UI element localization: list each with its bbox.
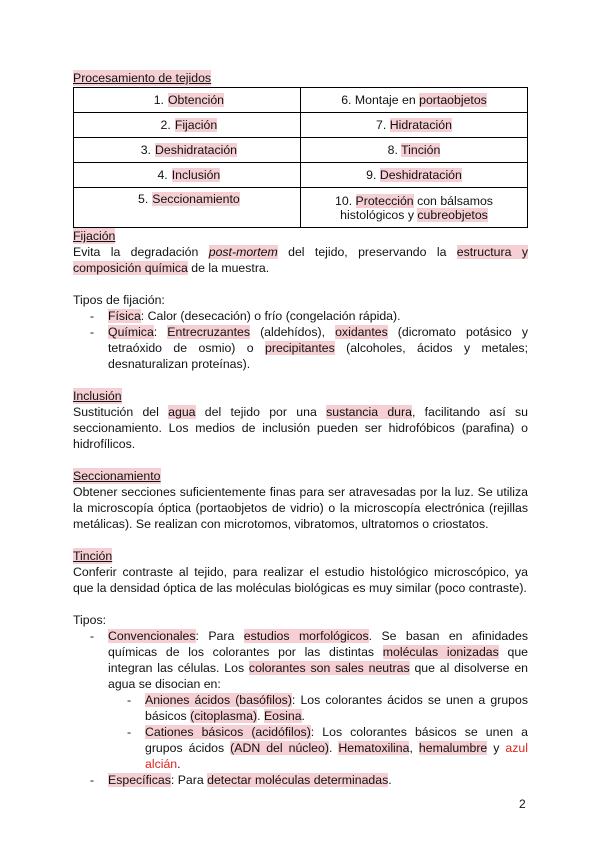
list-item: - Química: Entrecruzantes (aldehídos), oxidantes (dicromato potásico y tetraóxido de osmio) o precipitantes (alcoholes, ácidos y metales; desnaturalizan proteínas).: [90, 325, 528, 371]
table-cell: [301, 113, 528, 138]
highlight: Entrecruzantes: [167, 325, 251, 339]
section-title-fijacion: Fijación: [73, 229, 116, 243]
page-number: 2: [519, 797, 526, 811]
list: [73, 308, 528, 372]
highlight: agua: [168, 405, 196, 419]
table-cell: [301, 163, 528, 188]
step-highlight: Hidratación: [389, 118, 452, 132]
highlight: Convencionales: [108, 629, 196, 643]
highlight: Hematoxilina: [338, 741, 410, 755]
step-label: Seccionamiento: [152, 192, 240, 206]
step-label: 8.: [387, 143, 402, 157]
step-label: Fijación: [174, 118, 218, 132]
section-title-seccionamiento: Seccionamiento: [73, 469, 161, 483]
highlight: Física: [108, 309, 141, 323]
table-row: [74, 138, 528, 163]
section-title-tincion: Tinción: [73, 549, 113, 563]
step-label: con bálsamos: [413, 193, 493, 208]
highlight: precipitantes: [265, 341, 335, 355]
step-label: 6. Montaje en: [341, 93, 420, 107]
step-label: Obtención: [167, 93, 225, 107]
table-cell: [74, 113, 301, 138]
step-label: 7.: [376, 118, 390, 132]
highlight: Cationes básicos (acidófilos): [145, 725, 311, 739]
table-row: [74, 163, 528, 188]
section-title-procesamiento: Procesamiento de tejidos: [73, 71, 212, 85]
highlight: detectar moléculas determinadas: [207, 773, 389, 787]
highlight: moléculas ionizadas: [382, 645, 499, 659]
step-highlight: portaobjetos: [419, 93, 487, 107]
table-cell: [74, 88, 301, 113]
highlight: sustancia dura: [326, 405, 412, 419]
step-label: Inclusión: [171, 168, 221, 182]
table-row: [74, 88, 528, 113]
highlight: (citoplasma): [190, 709, 258, 723]
step-number: 2.: [160, 118, 171, 132]
list-item: - Convencionales: Para estudios morfológicos. Se basan en afinidades químicas de los colorantes por las distintas moléculas ionizadas que integran las células. Los colorantes son sales neutras que al disolverse en agua se disocian en:: [90, 629, 529, 691]
table-cell: [301, 88, 528, 113]
step-number: 4.: [157, 168, 168, 182]
highlight: Eosina: [263, 709, 302, 723]
highlight: Química: [108, 325, 154, 339]
table-row: [74, 188, 528, 228]
step-highlight: Protección: [355, 193, 414, 208]
step-highlight: cubreobjetos: [417, 207, 488, 222]
paragraph: Evita la degradación post-mortem del tejido, preservando la estructura y composición química de la muestra.: [73, 245, 528, 275]
list-item: - Específicas: Para detectar moléculas determinadas.: [90, 773, 392, 787]
highlight: (ADN del núcleo): [230, 741, 329, 755]
step-number: 5.: [137, 192, 149, 206]
highlight: Aniones ácidos (basófilos): [145, 693, 292, 707]
highlight: post-mortem: [208, 245, 278, 259]
table-cell: [301, 138, 528, 163]
list-item: - Aniones ácidos (basófilos): Los colorantes ácidos se unen a grupos básicos (citoplasma). Eosina.: [127, 693, 528, 723]
document-page: [73, 70, 528, 788]
table-cell: [74, 188, 301, 228]
highlight: Específicas: [108, 773, 171, 787]
table-row: [74, 113, 528, 138]
highlight: hemalumbre: [418, 741, 488, 755]
section-title-inclusion: Inclusión: [73, 389, 122, 403]
highlight: colorantes son sales neutras: [248, 661, 410, 675]
paragraph: Conferir contraste al tejido, para realizar el estudio histológico microscópico, ya que la densidad óptica de las moléculas biológicas es muy similar (poco contraste).: [73, 565, 528, 595]
list-item: - Cationes básicos (acidófilos): Los colorantes básicos se unen a grupos ácidos (ADN del núcleo). Hematoxilina, hemalumbre y azul alcián.: [127, 725, 528, 771]
step-highlight: Tinción: [401, 143, 441, 157]
highlight: oxidantes: [335, 325, 388, 339]
paragraph: Sustitución del agua del tejido por una sustancia dura, facilitando así su seccionamiento. Los medios de inclusión pueden ser hidrofóbicos (parafina) o hidrofílicos.: [73, 405, 528, 451]
step-label: Deshidratación: [154, 143, 238, 157]
paragraph: Tipos:: [73, 613, 107, 627]
steps-table: [73, 87, 528, 228]
table-cell: [74, 163, 301, 188]
list-item: - Física: Calor (desecación) o frío (congelación rápida).: [90, 309, 401, 323]
step-number: 3.: [140, 143, 151, 157]
red-text: azul alcián: [145, 741, 528, 771]
step-highlight: Deshidratación: [379, 168, 462, 182]
table-cell: [301, 188, 528, 228]
paragraph: Obtener secciones suficientemente finas para ser atravesadas por la luz. Se utiliza la microscopía óptica (portaobjetos de vidrio) o la microscopía electrónica (rejillas metálicas). Se realizan con microtomos, vibratomos, ultratomos o criostatos.: [73, 485, 528, 531]
highlight: estructura y composición química: [73, 245, 528, 275]
step-label: 9.: [366, 168, 380, 182]
highlight: estudios morfológicos: [243, 629, 369, 643]
step-label: 10.: [335, 193, 356, 208]
step-label: histológicos y: [340, 207, 418, 222]
step-number: 1.: [153, 93, 164, 107]
table-cell: [74, 138, 301, 163]
paragraph: Tipos de fijación:: [73, 293, 165, 307]
list: [73, 628, 528, 788]
